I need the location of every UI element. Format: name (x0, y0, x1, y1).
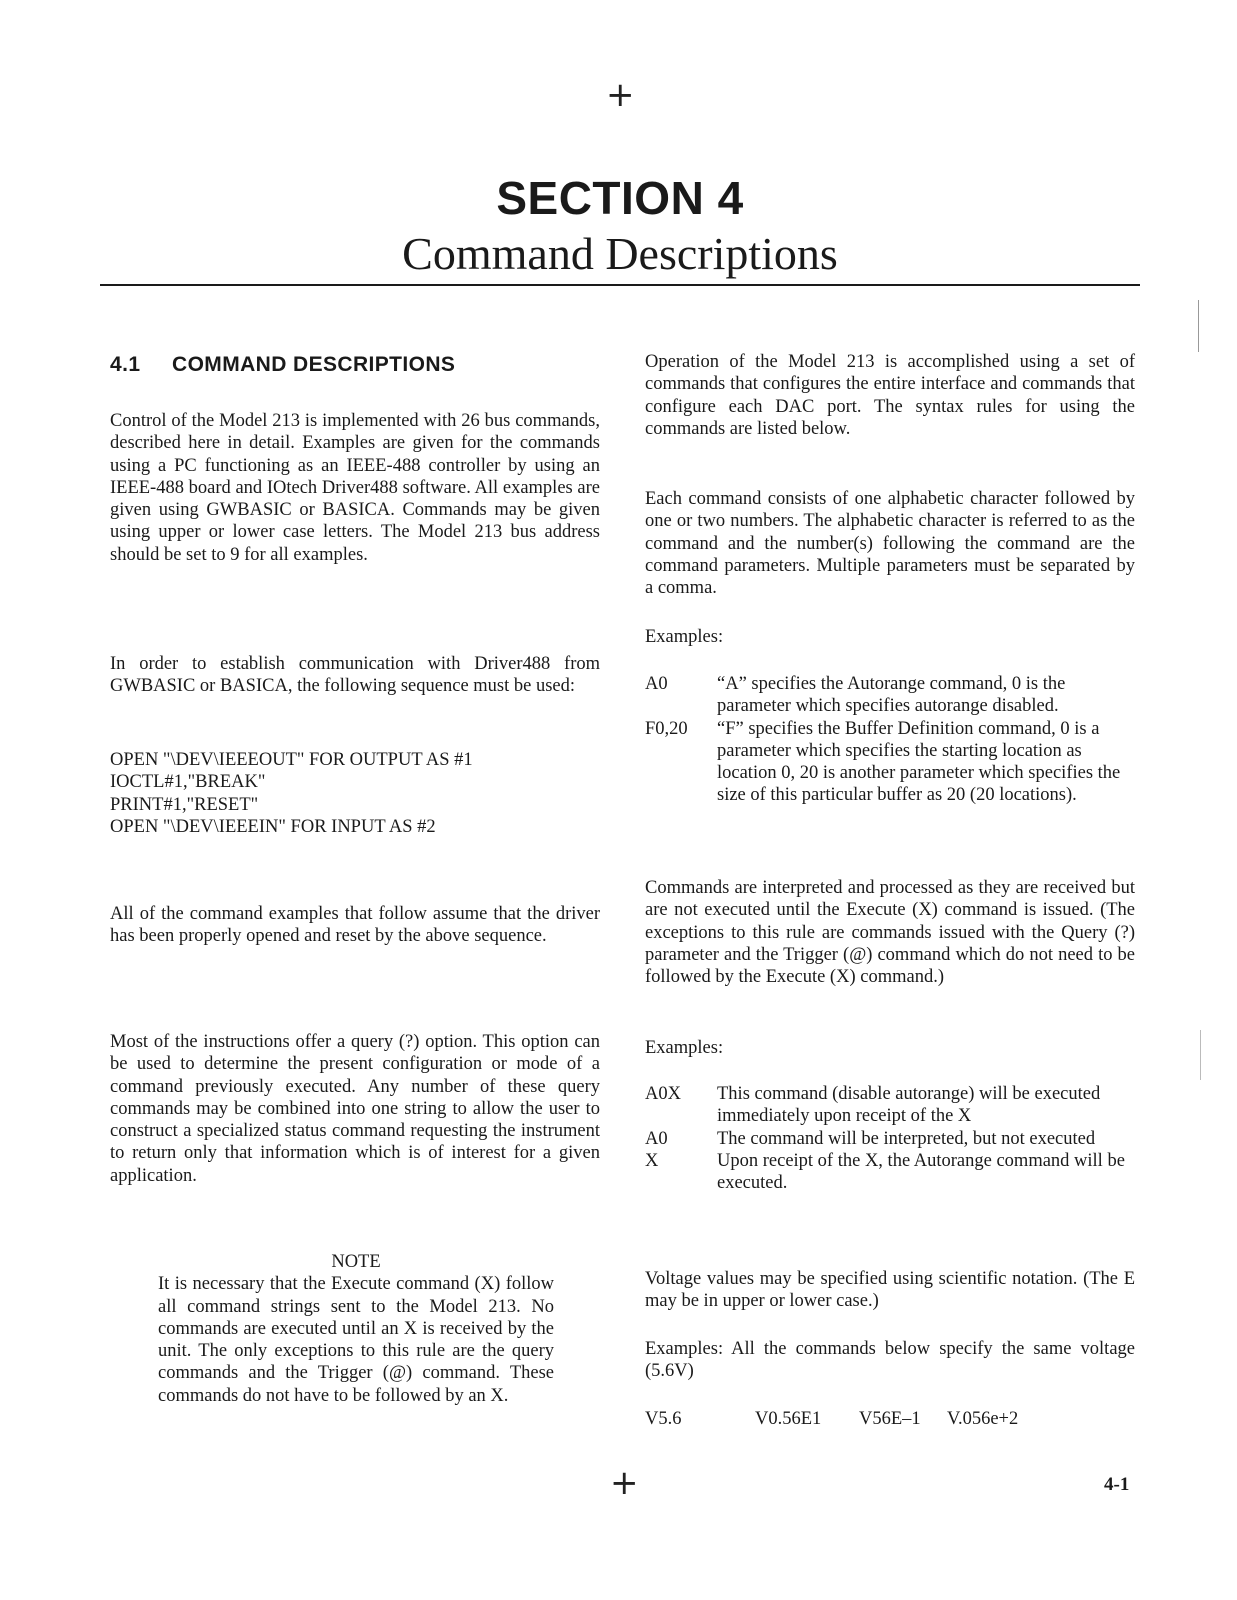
paragraph-text: Most of the instructions offer a query (?) option. This option can be used to determine the present configuration or mode of a command previously executed. Any number of these query commands may be combined into one string to allow the user to construct a specialized status command requesting the instrument to return only that information which is of interest for a given application. (110, 1032, 600, 1186)
paragraph-text: Voltage values may be specified using scientific notation. (The E may be in upper or lower case.) (645, 1269, 1135, 1312)
intro-paragraph (110, 410, 600, 566)
example-item (645, 718, 1135, 807)
code-line: OPEN "\DEV\IEEEOUT" FOR OUTPUT AS #1 (110, 750, 473, 770)
label-text: Examples: (645, 627, 724, 647)
note-title: NOTE (331, 1252, 381, 1272)
note-box (158, 1251, 554, 1407)
heading-text: COMMAND DESCRIPTIONS (172, 353, 456, 376)
crop-mark-top: + (606, 75, 635, 115)
example-item (645, 1150, 1135, 1195)
notation-paragraph (645, 1268, 1135, 1313)
paragraph-text: Control of the Model 213 is implemented with 26 bus commands, described here in detail. Examples are given for the commands using a PC functioning as an IEEE-488 controller by using an IEEE-488 board and IOtech Driver488 software. All examples are given using GWBASIC or BASICA. Commands may be given using upper or lower case letters. The Model 213 bus address should be set to 9 for all examples. (110, 411, 600, 565)
example-description: “F” specifies the Buffer Definition command, 0 is a parameter which specifies the starting location as location 0, 20 is another parameter which specifies the size of this particular buffer as 20 (20 locations). (717, 718, 1121, 806)
example-item (645, 1128, 1135, 1150)
heading-number: 4.1 (110, 353, 141, 376)
example-code: A0 (645, 1128, 668, 1149)
operation-paragraph (645, 351, 1135, 440)
label-text: Examples: (645, 1038, 724, 1058)
assumption-paragraph (110, 903, 600, 948)
voltage-example: V0.56E1 (755, 1409, 822, 1429)
paragraph-text: In order to establish communication with Driver488 from GWBASIC or BASICA, the following sequence must be used: (110, 654, 600, 697)
syntax-paragraph (645, 488, 1135, 599)
scan-edge-mark (1198, 300, 1199, 352)
code-sequence (110, 749, 600, 838)
voltage-examples (645, 1408, 1135, 1430)
voltage-example: V5.6 (645, 1409, 682, 1429)
example-description: This command (disable autorange) will be executed immediately upon receipt of the X (717, 1084, 1101, 1127)
paragraph-text: Commands are interpreted and processed as they are received but are not executed until the Execute (X) command is issued. (The exceptions to this rule are commands issued with the Query (?) parameter and the Trigger (@) command which do not need to be followed by the Execute (X) command.) (645, 878, 1135, 988)
query-paragraph (110, 1031, 600, 1187)
section-number: SECTION 4 (496, 172, 744, 224)
examples-label (645, 626, 1135, 648)
examples-list (645, 1083, 1135, 1194)
example-code: X (645, 1150, 659, 1171)
examples-list (645, 673, 1135, 807)
crop-mark-bottom: + (610, 1463, 639, 1503)
paragraph-text: Examples: All the commands below specify the same voltage (5.6V) (645, 1339, 1135, 1382)
title-rule (100, 284, 1140, 286)
code-line: IOCTL#1,"BREAK" (110, 772, 266, 793)
example-item (645, 1083, 1135, 1128)
example-description: Upon receipt of the X, the Autorange command will be executed. (717, 1150, 1125, 1194)
paragraph-text: Operation of the Model 213 is accomplished using a set of commands that configures the entire interface and commands that configure each DAC port. The syntax rules for using the commands are listed below. (645, 352, 1135, 439)
section-title: Command Descriptions (402, 228, 838, 279)
voltage-example: V.056e+2 (947, 1409, 1019, 1429)
communication-paragraph (110, 653, 600, 698)
examples-label (645, 1037, 1135, 1059)
example-code: A0X (645, 1084, 681, 1104)
example-description: “A” specifies the Autorange command, 0 is the parameter which specifies autorange disabled. (717, 674, 1066, 717)
note-text: It is necessary that the Execute command (X) follow all command strings sent to the Model 213. No commands are executed until an X is received by the unit. The only exceptions to this rule are the query commands and the Trigger (@) command. These commands do not have to be followed by an X. (158, 1274, 554, 1406)
example-description: The command will be interpreted, but not executed (717, 1128, 1096, 1149)
paragraph-text: All of the command examples that follow assume that the driver has been properly opened and reset by the above sequence. (110, 904, 600, 947)
voltage-examples-paragraph (645, 1338, 1135, 1383)
section-heading (110, 352, 630, 378)
code-line: PRINT#1,"RESET" (110, 794, 259, 815)
example-item (645, 673, 1135, 718)
paragraph-text: Each command consists of one alphabetic character followed by one or two numbers. The alphabetic character is referred to as the command and the number(s) following the command are the command parameters. Multiple parameters must be separated by a comma. (645, 489, 1135, 599)
scan-edge-mark (1200, 1030, 1201, 1080)
voltage-example: V56E–1 (859, 1409, 921, 1429)
example-code: A0 (645, 674, 668, 694)
example-code: F0,20 (645, 718, 688, 739)
code-line: OPEN "\DEV\IEEEIN" FOR INPUT AS #2 (110, 816, 436, 837)
page-number: 4-1 (1104, 1474, 1130, 1495)
execution-paragraph (645, 877, 1135, 988)
